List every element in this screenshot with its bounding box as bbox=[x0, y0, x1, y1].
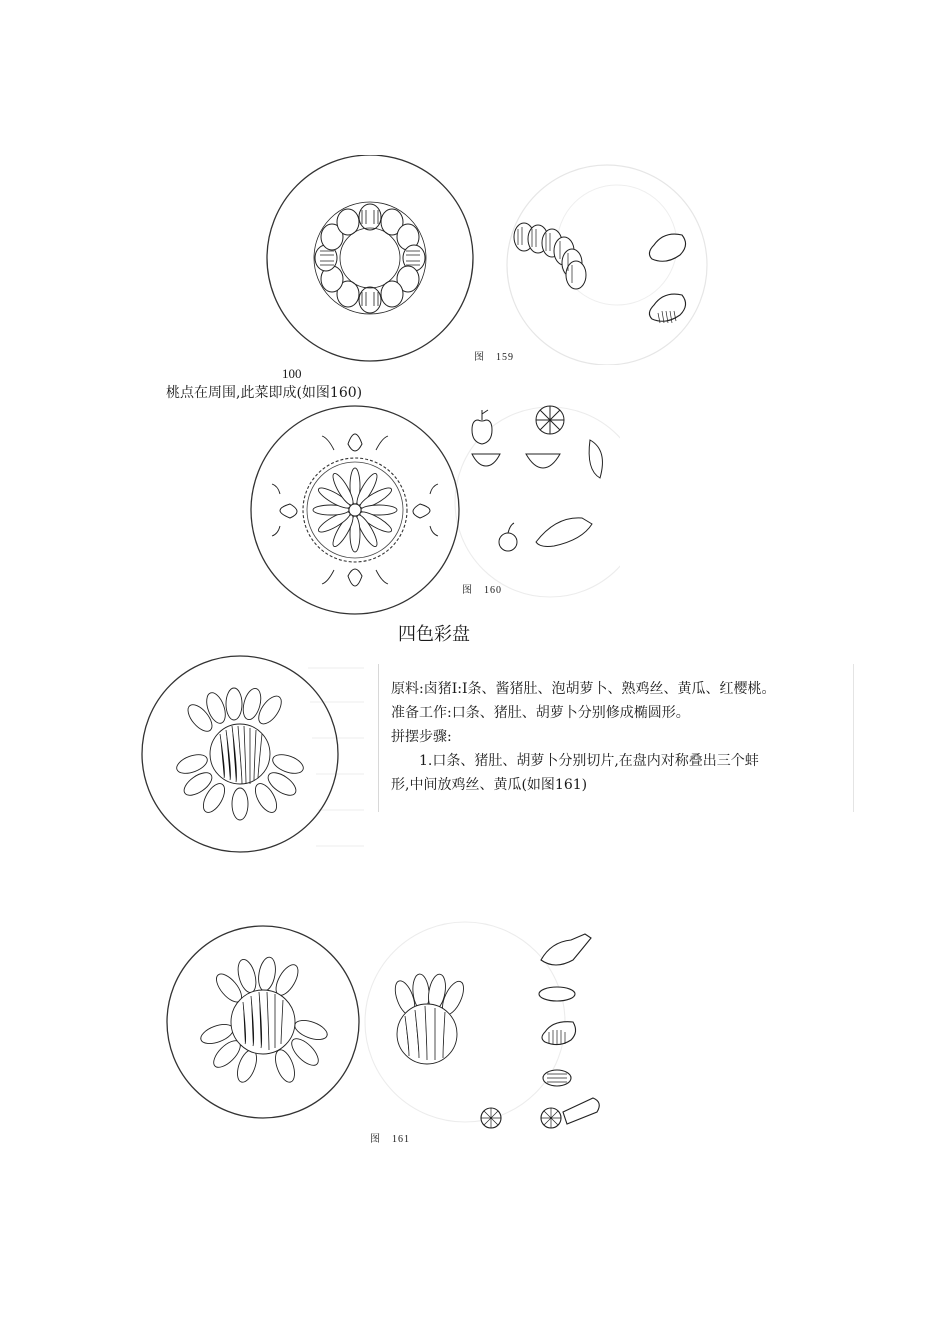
figure-160-illustration bbox=[250, 402, 620, 620]
recipe-text-box bbox=[378, 664, 854, 812]
figure-161-illustration bbox=[165, 912, 615, 1132]
preparation-line: 准备工作:口条、猪肚、胡萝卜分别修成椭圆形。 bbox=[391, 705, 690, 721]
four-color-plate-illustration bbox=[140, 654, 372, 864]
step1-line1: 1.口条、猪肚、胡萝卜分别切片,在盘内对称叠出三个蚌 bbox=[419, 753, 759, 769]
figure-159-caption: 图 159 bbox=[474, 352, 514, 363]
steps-heading: 拼摆步骤: bbox=[391, 729, 452, 745]
figure-161-caption: 图 161 bbox=[370, 1134, 410, 1145]
figure-159-illustration bbox=[262, 155, 722, 365]
intro-text-line: 桃点在周围,此菜即成(如图160) bbox=[166, 385, 363, 401]
ingredients-line: 原料:卤猪I:I条、酱猪肚、泡胡萝卜、熟鸡丝、黄瓜、红樱桃。 bbox=[391, 681, 776, 697]
section-title: 四色彩盘 bbox=[398, 624, 470, 645]
figure-160-caption: 图 160 bbox=[462, 585, 502, 596]
step1-line2: 形,中间放鸡丝、黄瓜(如图161) bbox=[391, 777, 588, 793]
plate-outline bbox=[267, 155, 473, 361]
page-number: 100 bbox=[282, 366, 302, 381]
